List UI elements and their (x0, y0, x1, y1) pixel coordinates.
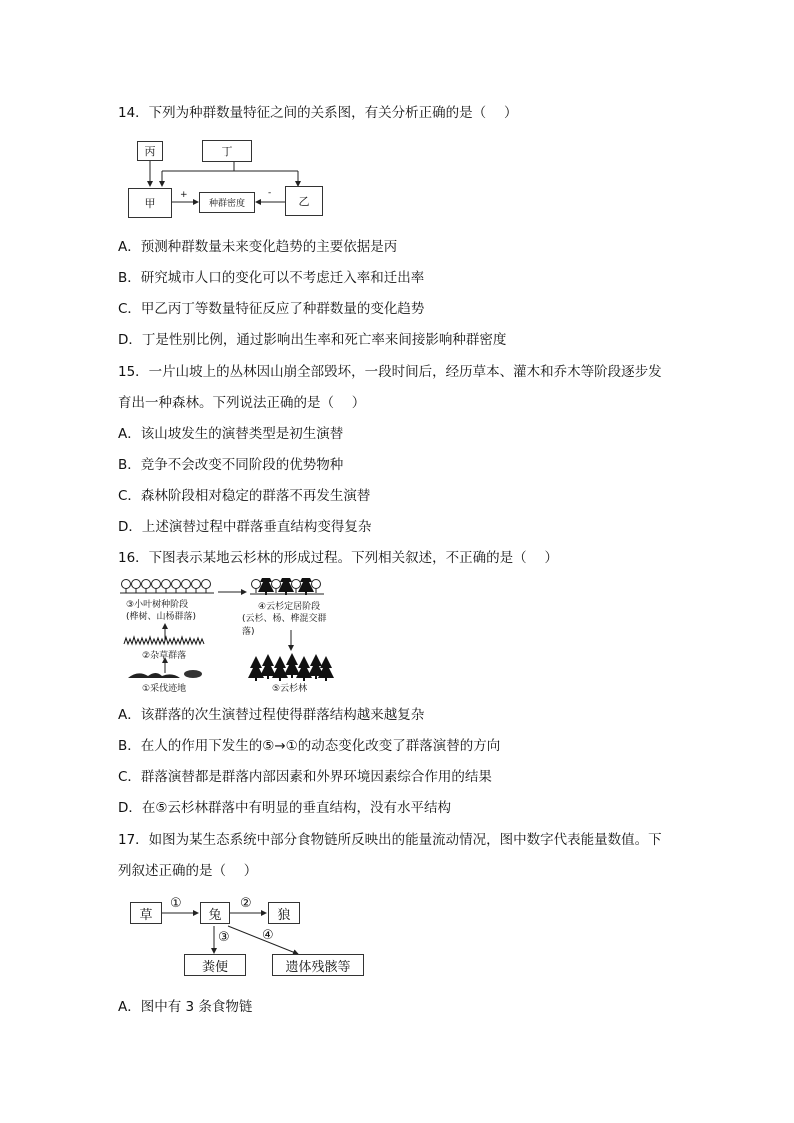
label-4: ④ (262, 928, 274, 943)
label-1: ① (170, 896, 182, 911)
q16-option-c: C．群落演替都是群落内部因素和外界环境因素综合作用的结果 (118, 769, 492, 785)
q16-diagram-svg (118, 578, 338, 696)
box-jia: 甲 (128, 188, 172, 218)
box-ding: 丁 (202, 140, 252, 162)
box-yi: 乙 (285, 186, 323, 216)
q17-stem-line2: 列叙述正确的是（ ） (118, 863, 258, 879)
q14-option-c: C．甲乙丙丁等数量特征反应了种群数量的变化趋势 (118, 301, 425, 317)
q14-stem: 14．下列为种群数量特征之间的关系图，有关分析正确的是（ ） (118, 105, 518, 121)
box-remains: 遗体残骸等 (272, 954, 364, 976)
stage5-label: ⑤云杉林 (272, 684, 308, 694)
box-bing: 丙 (137, 141, 163, 161)
label-3: ③ (218, 930, 230, 945)
q17-food-chain-diagram (128, 896, 368, 978)
q16-stem: 16．下图表示某地云杉林的形成过程。下列相关叙述，不正确的是（ ） (118, 550, 558, 566)
stage4-sublabel: (云杉、杨、桦混交群落) (242, 614, 327, 637)
stage3-label: ③小叶树种阶段 (126, 600, 189, 610)
q15-option-c: C．森林阶段相对稳定的群落不再发生演替 (118, 488, 371, 504)
stage2-grass (124, 637, 204, 644)
label-minus: - (268, 188, 272, 198)
q16-option-d: D．在⑤云杉林群落中有明显的垂直结构，没有水平结构 (118, 800, 451, 816)
stage1-label: ①采伐迹地 (142, 684, 187, 694)
q14-option-b: B．研究城市人口的变化可以不考虑迁入率和迁出率 (118, 270, 425, 286)
q17-stem-line1: 17．如图为某生态系统中部分食物链所反映出的能量流动情况，图中数字代表能量数值。下 (118, 832, 662, 848)
q15-stem-line1: 15．一片山坡上的丛林因山崩全部毁坏，一段时间后，经历草本、灌木和乔木等阶段逐步发 (118, 364, 662, 380)
box-density: 种群密度 (199, 192, 255, 213)
q14-diagram (128, 138, 328, 220)
q15-option-d: D．上述演替过程中群落垂直结构变得复杂 (118, 519, 372, 535)
box-feces: 粪便 (184, 954, 246, 976)
label-plus: + (180, 190, 188, 200)
box-rabbit: 兔 (200, 902, 230, 924)
stage5-spruce-forest (248, 653, 334, 681)
stage3-trees (120, 580, 214, 594)
stage4-label: ④云杉定居阶段 (258, 602, 321, 612)
q16-succession-diagram (118, 578, 338, 696)
stage3-sublabel: (桦树、山杨群落) (126, 612, 197, 622)
q14-option-a: A．预测种群数量未来变化趋势的主要依据是丙 (118, 239, 398, 255)
label-2: ② (240, 896, 252, 911)
q15-option-b: B．竞争不会改变不同阶段的优势物种 (118, 457, 344, 473)
stage2-label: ②杂草群落 (142, 651, 187, 661)
q17-option-a: A．图中有 3 条食物链 (118, 999, 253, 1015)
q16-option-b: B．在人的作用下发生的⑤→①的动态变化改变了群落演替的方向 (118, 738, 501, 754)
box-wolf: 狼 (268, 902, 300, 924)
q14-option-d: D．丁是性别比例，通过影响出生率和死亡率来间接影响种群密度 (118, 332, 507, 348)
box-grass: 草 (130, 902, 162, 924)
q15-stem-line2: 育出一种森林。下列说法正确的是（ ） (118, 395, 366, 411)
q16-option-a: A．该群落的次生演替过程使得群落结构越来越复杂 (118, 707, 425, 723)
stage4-trees (250, 578, 324, 595)
q15-option-a: A．该山坡发生的演替类型是初生演替 (118, 426, 344, 442)
